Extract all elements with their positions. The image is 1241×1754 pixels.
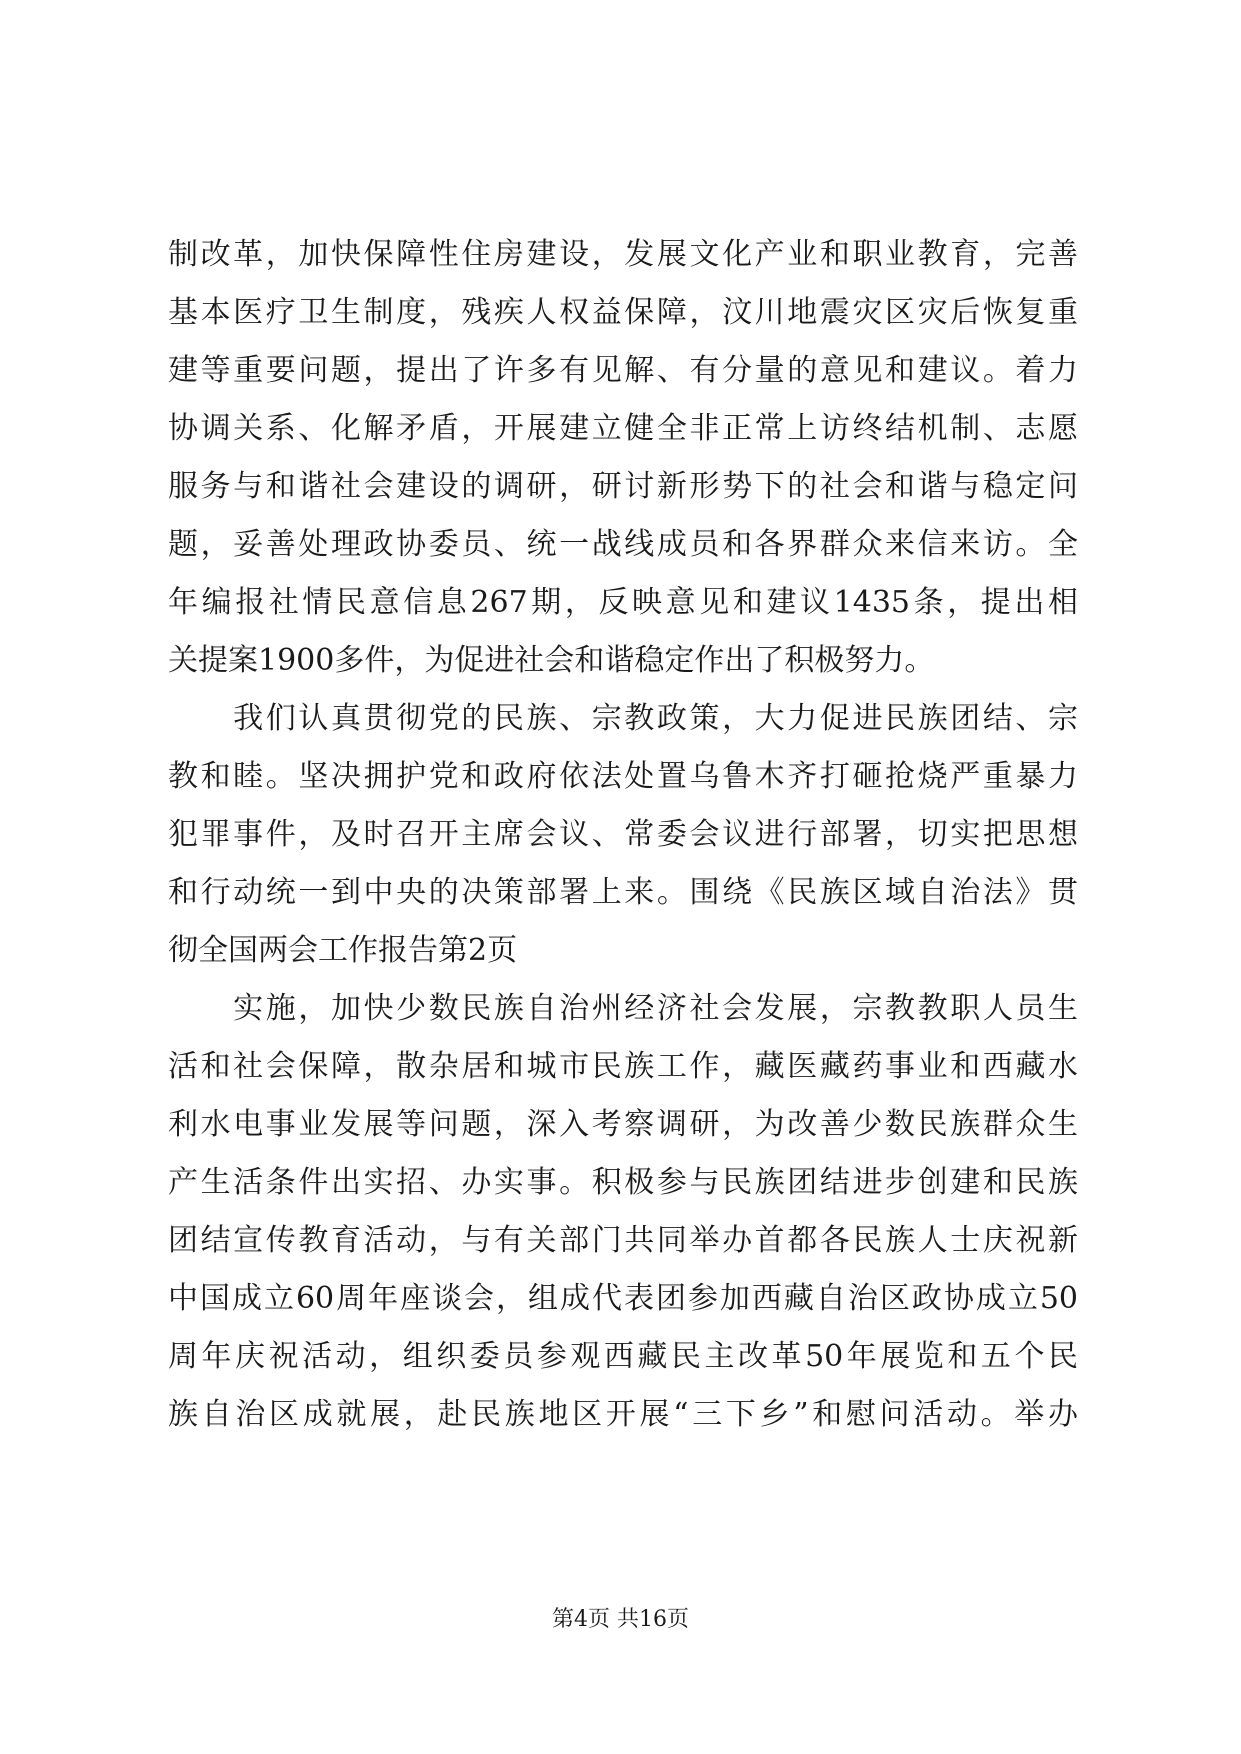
text-line-6: 题，妥善处理政协委员、统一战线成员和各界群众来信来访。全 [168, 527, 1078, 562]
text-line-3: 建等重要问题，提出了许多有见解、有分量的意见和建议。着力 [168, 353, 1078, 388]
text-line-9: 我们认真贯彻党的民族、宗教政策，大力促进民族团结、宗 [168, 701, 1078, 736]
text-line-4: 协调关系、化解矛盾，开展建立健全非正常上访终结机制、志愿 [168, 411, 1078, 446]
text-line-20: 周年庆祝活动，组织委员参观西藏民主改革50年展览和五个民 [168, 1339, 1078, 1374]
text-line-11: 犯罪事件，及时召开主席会议、常委会议进行部署，切实把思想 [168, 817, 1078, 852]
text-line-18: 团结宣传教育活动，与有关部门共同举办首都各民族人士庆祝新 [168, 1223, 1078, 1258]
text-line-1: 制改革，加快保障性住房建设，发展文化产业和职业教育，完善 [168, 237, 1078, 272]
text-line-21: 族自治区成就展，赴民族地区开展“三下乡”和慰问活动。举办 [168, 1397, 1078, 1432]
page-footer: 第4页 共16页 [552, 1607, 689, 1632]
text-line-14: 实施，加快少数民族自治州经济社会发展，宗教教职人员生 [168, 991, 1078, 1026]
text-line-10: 教和睦。坚决拥护党和政府依法处置乌鲁木齐打砸抢烧严重暴力 [168, 759, 1078, 794]
text-line-19: 中国成立60周年座谈会，组成代表团参加西藏自治区政协成立50 [168, 1281, 1078, 1316]
body-text [168, 226, 1078, 1444]
text-line-8: 关提案1900多件，为促进社会和谐稳定作出了积极努力。 [168, 643, 935, 678]
text-line-17: 产生活条件出实招、办实事。积极参与民族团结进步创建和民族 [168, 1165, 1078, 1200]
text-line-13: 彻全国两会工作报告第2页 [168, 933, 518, 968]
text-line-5: 服务与和谐社会建设的调研，研讨新形势下的社会和谐与稳定问 [168, 469, 1078, 504]
text-line-7: 年编报社情民意信息267期，反映意见和建议1435条，提出相 [168, 585, 1078, 620]
text-line-16: 利水电事业发展等问题，深入考察调研，为改善少数民族群众生 [168, 1107, 1078, 1142]
text-line-15: 活和社会保障，散杂居和城市民族工作，藏医藏药事业和西藏水 [168, 1049, 1078, 1084]
text-line-2: 基本医疗卫生制度，残疾人权益保障，汶川地震灾区灾后恢复重 [168, 295, 1078, 330]
text-line-12: 和行动统一到中央的决策部署上来。围绕《民族区域自治法》贯 [168, 875, 1078, 910]
